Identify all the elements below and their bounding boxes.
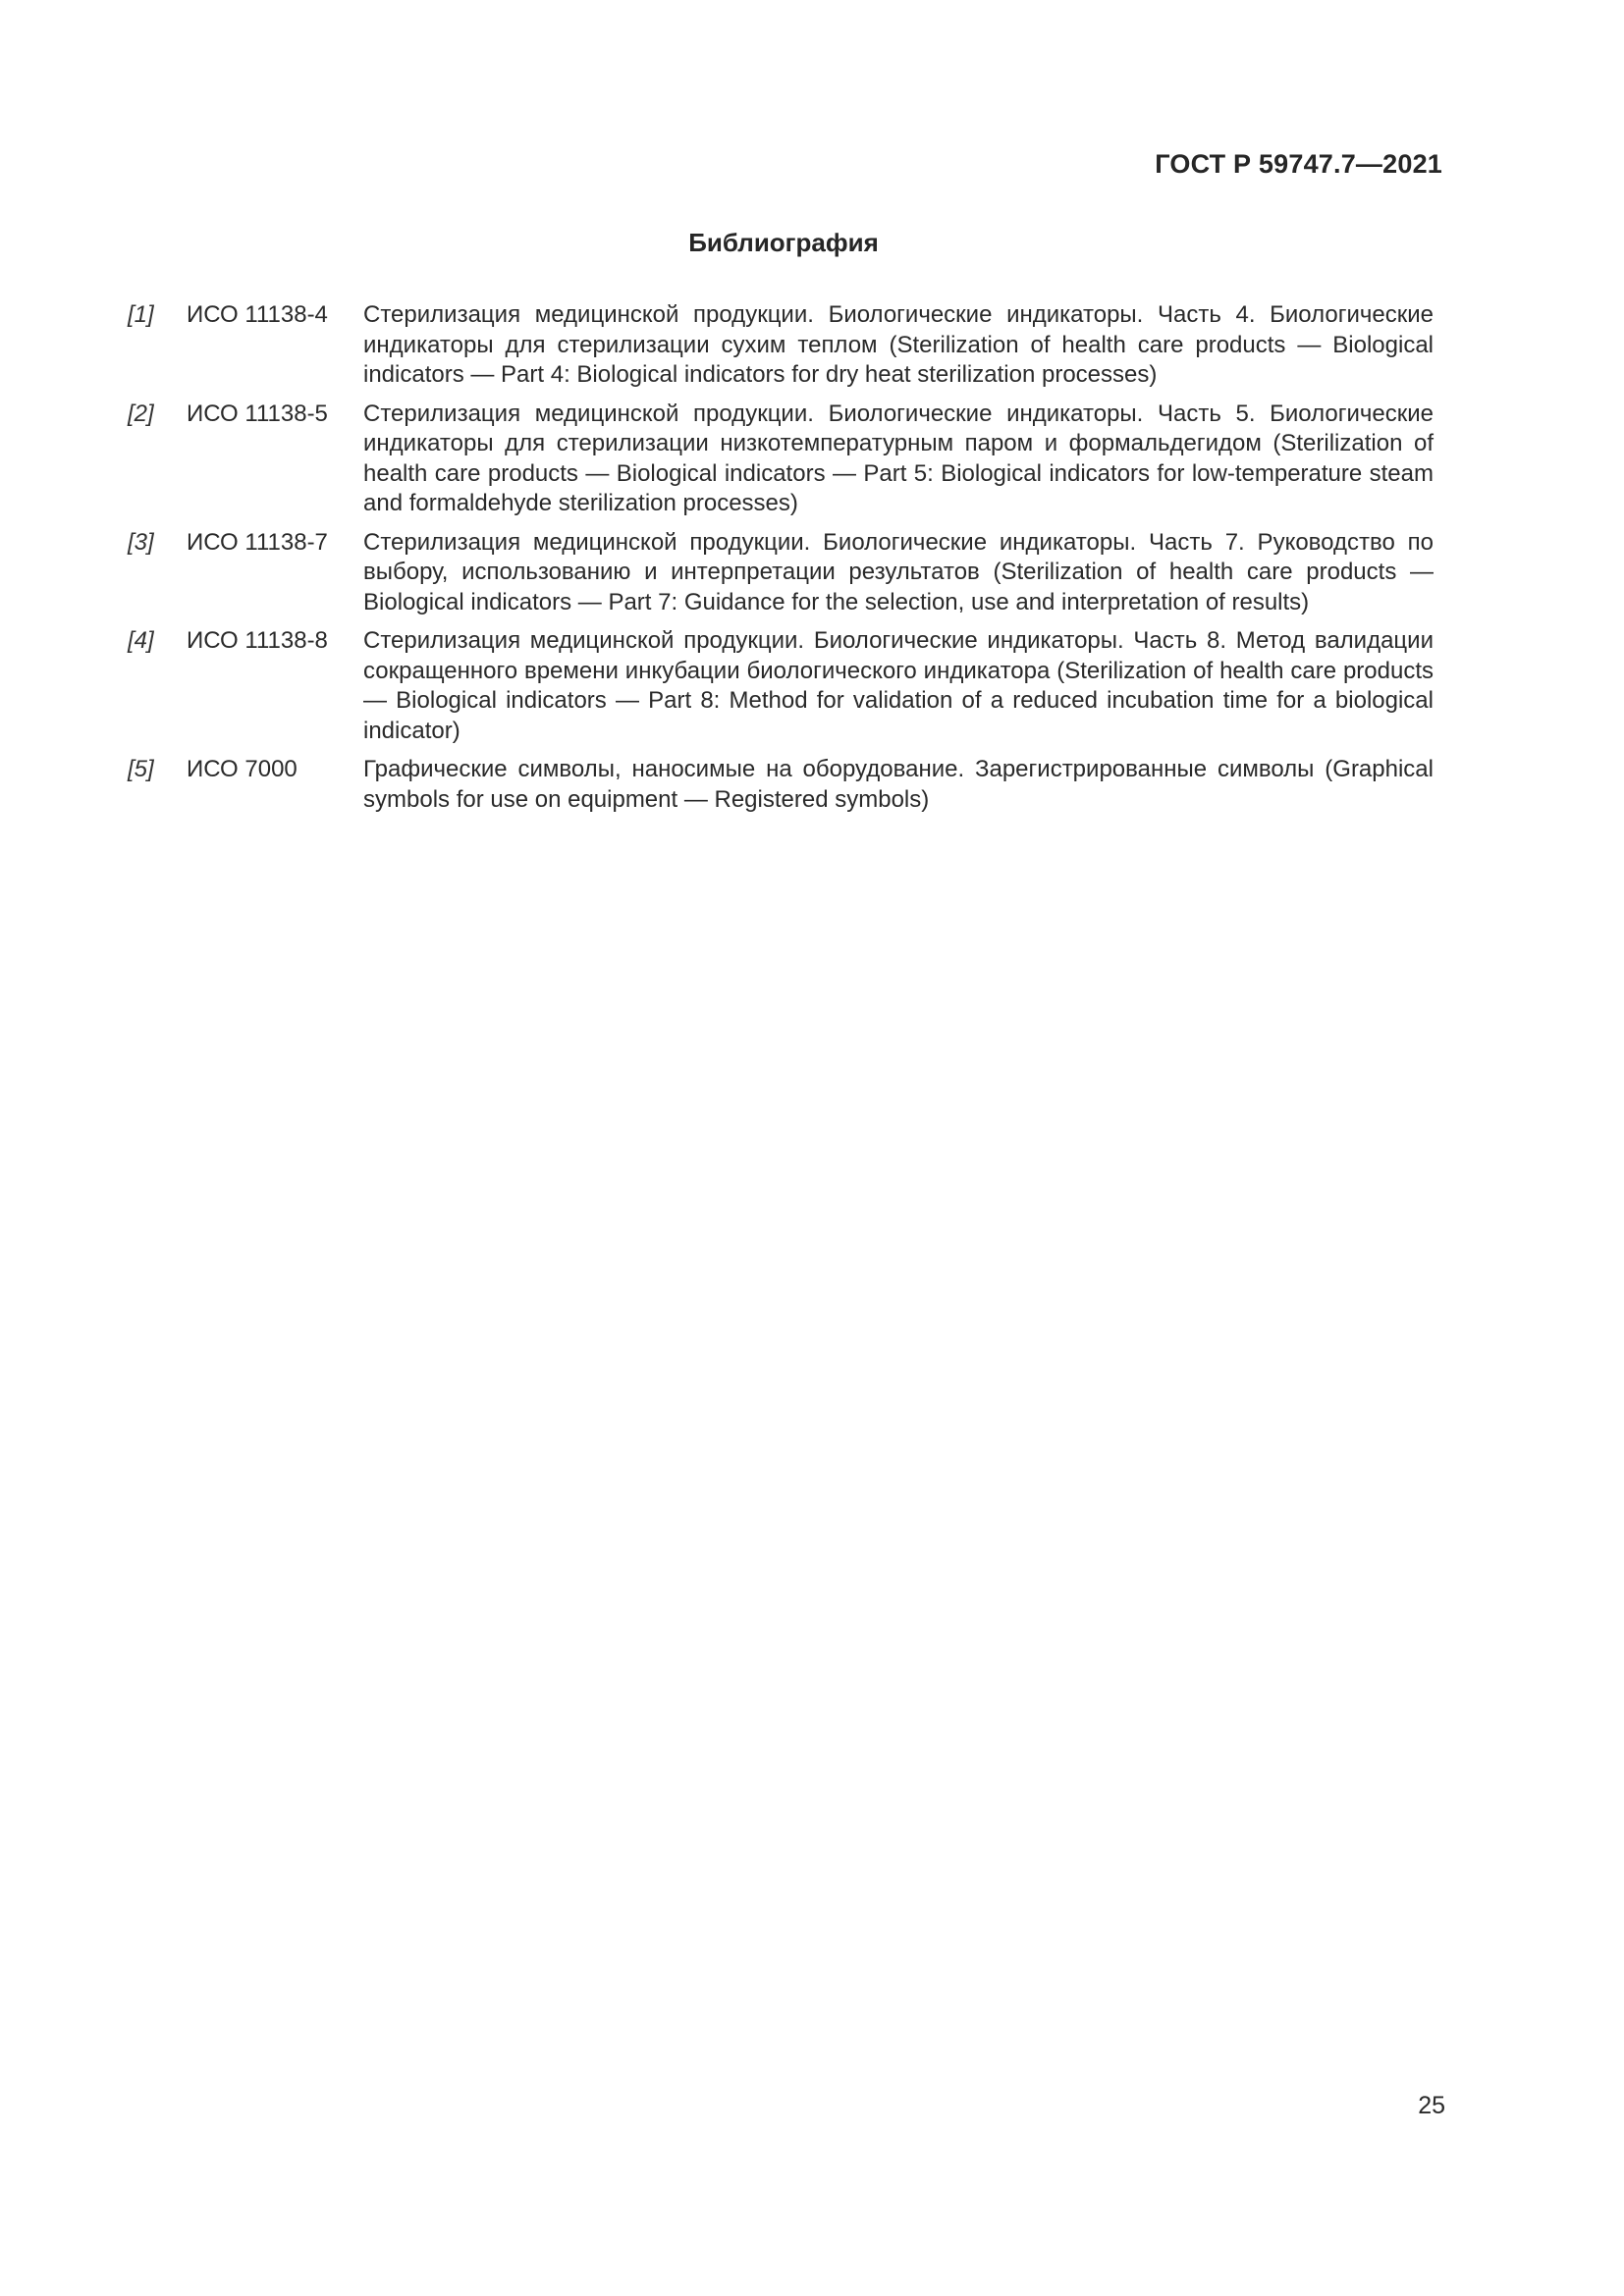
page-number: 25 [1418, 2092, 1445, 2119]
entry-title: Стерилизация медицинской продукции. Биологические индикаторы. Часть 7. Руководство по выбору, использованию и интерпретации результатов (Sterilization of health care products — Biological indicators — Part 7: Guidance for the selection, use and interpretation of results) [363, 528, 1434, 615]
bibliography-entry [128, 626, 1434, 746]
bibliography-list [128, 300, 1434, 824]
bibliography-entry [128, 400, 1434, 519]
bibliography-entry [128, 300, 1434, 391]
section-title: Библиография [688, 228, 879, 257]
bibliography-entry [128, 528, 1434, 618]
entry-standard-code: ИСО 11138-5 [187, 400, 328, 427]
entry-standard-code: ИСО 11138-7 [187, 528, 328, 556]
entry-number: [4] [128, 627, 154, 654]
entry-number: [1] [128, 301, 154, 328]
entry-standard-code: ИСО 11138-4 [187, 301, 328, 328]
entry-standard-code: ИСО 7000 [187, 756, 298, 782]
entry-title: Стерилизация медицинской продукции. Биологические индикаторы. Часть 4. Биологические индикаторы для стерилизации сухим теплом (Sterilization of health care products — Biological indicators — Part 4: Biological indicators for dry heat sterilization processes) [363, 301, 1434, 388]
entry-number: [5] [128, 756, 154, 782]
document-id-header: ГОСТ Р 59747.7—2021 [1155, 149, 1442, 179]
entry-title: Стерилизация медицинской продукции. Биологические индикаторы. Часть 5. Биологические индикаторы для стерилизации низкотемпературным паром и формальдегидом (Sterilization of health care products — Biological indicators — Part 5: Biological indicators for low-temperature steam and formaldehyde sterilization processes) [363, 400, 1434, 516]
bibliography-entry [128, 755, 1434, 815]
entry-number: [3] [128, 528, 154, 556]
entry-title: Стерилизация медицинской продукции. Биологические индикаторы. Часть 8. Метод валидации сокращенного времени инкубации биологического индикатора (Sterilization of health care products — Biological indicators — Part 8: Method for validation of a reduced incubation time for a biological indicator) [363, 627, 1434, 744]
entry-number: [2] [128, 400, 154, 427]
entry-title: Графические символы, наносимые на оборудование. Зарегистрированные символы (Graphical symbols for use on equipment — Registered symbols) [363, 756, 1434, 813]
entry-standard-code: ИСО 11138-8 [187, 627, 328, 654]
